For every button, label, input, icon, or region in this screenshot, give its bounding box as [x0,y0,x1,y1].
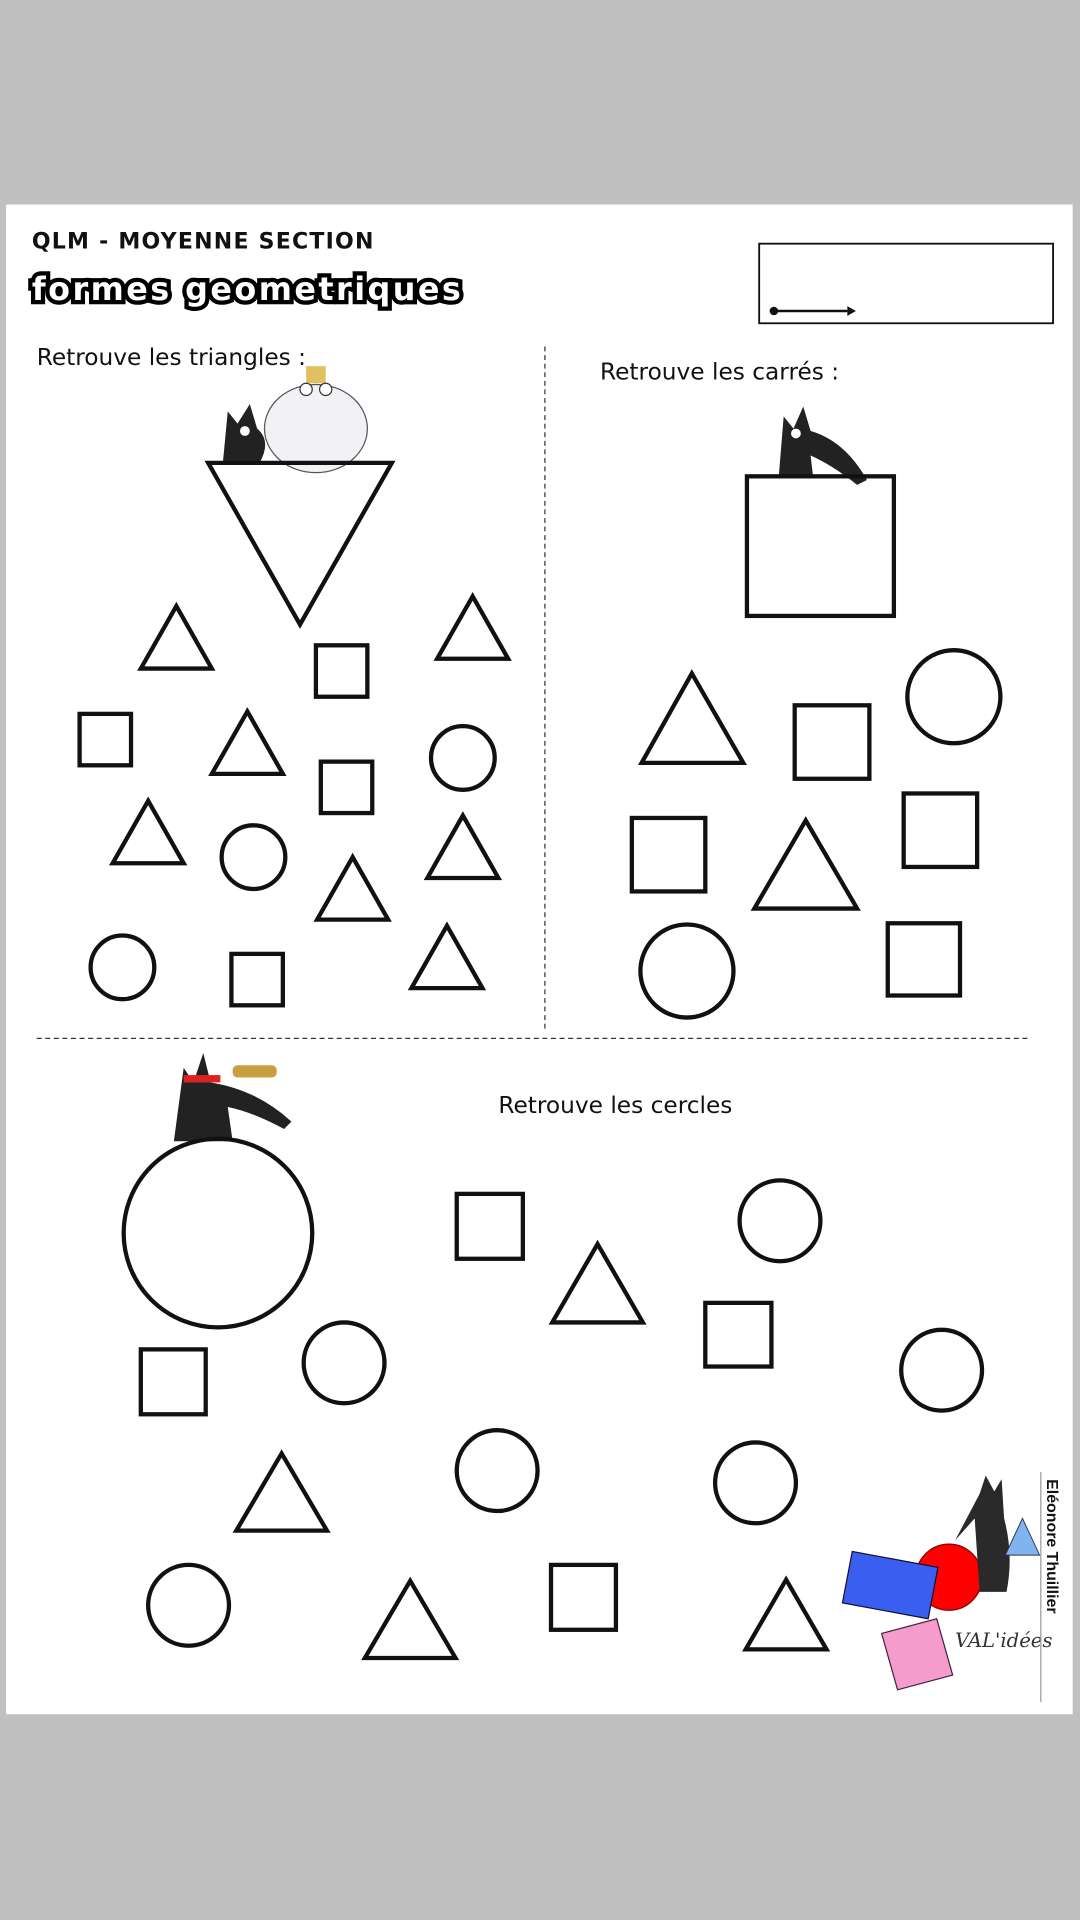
logo-text: VAL'idées [955,1628,1053,1652]
worksheet-subtitle: QLM - MOYENNE SECTION [31,229,375,255]
triangles-instruction: Retrouve les triangles : [36,343,306,371]
squares-instruction: Retrouve les carrés : [600,358,840,386]
name-box[interactable] [759,244,1053,324]
circles-instruction: Retrouve les cercles [498,1092,733,1120]
page [6,204,1073,1714]
worksheet-title: formes geometriques [31,270,464,308]
author-credit: Eléonore Thuillier [1042,1479,1060,1614]
